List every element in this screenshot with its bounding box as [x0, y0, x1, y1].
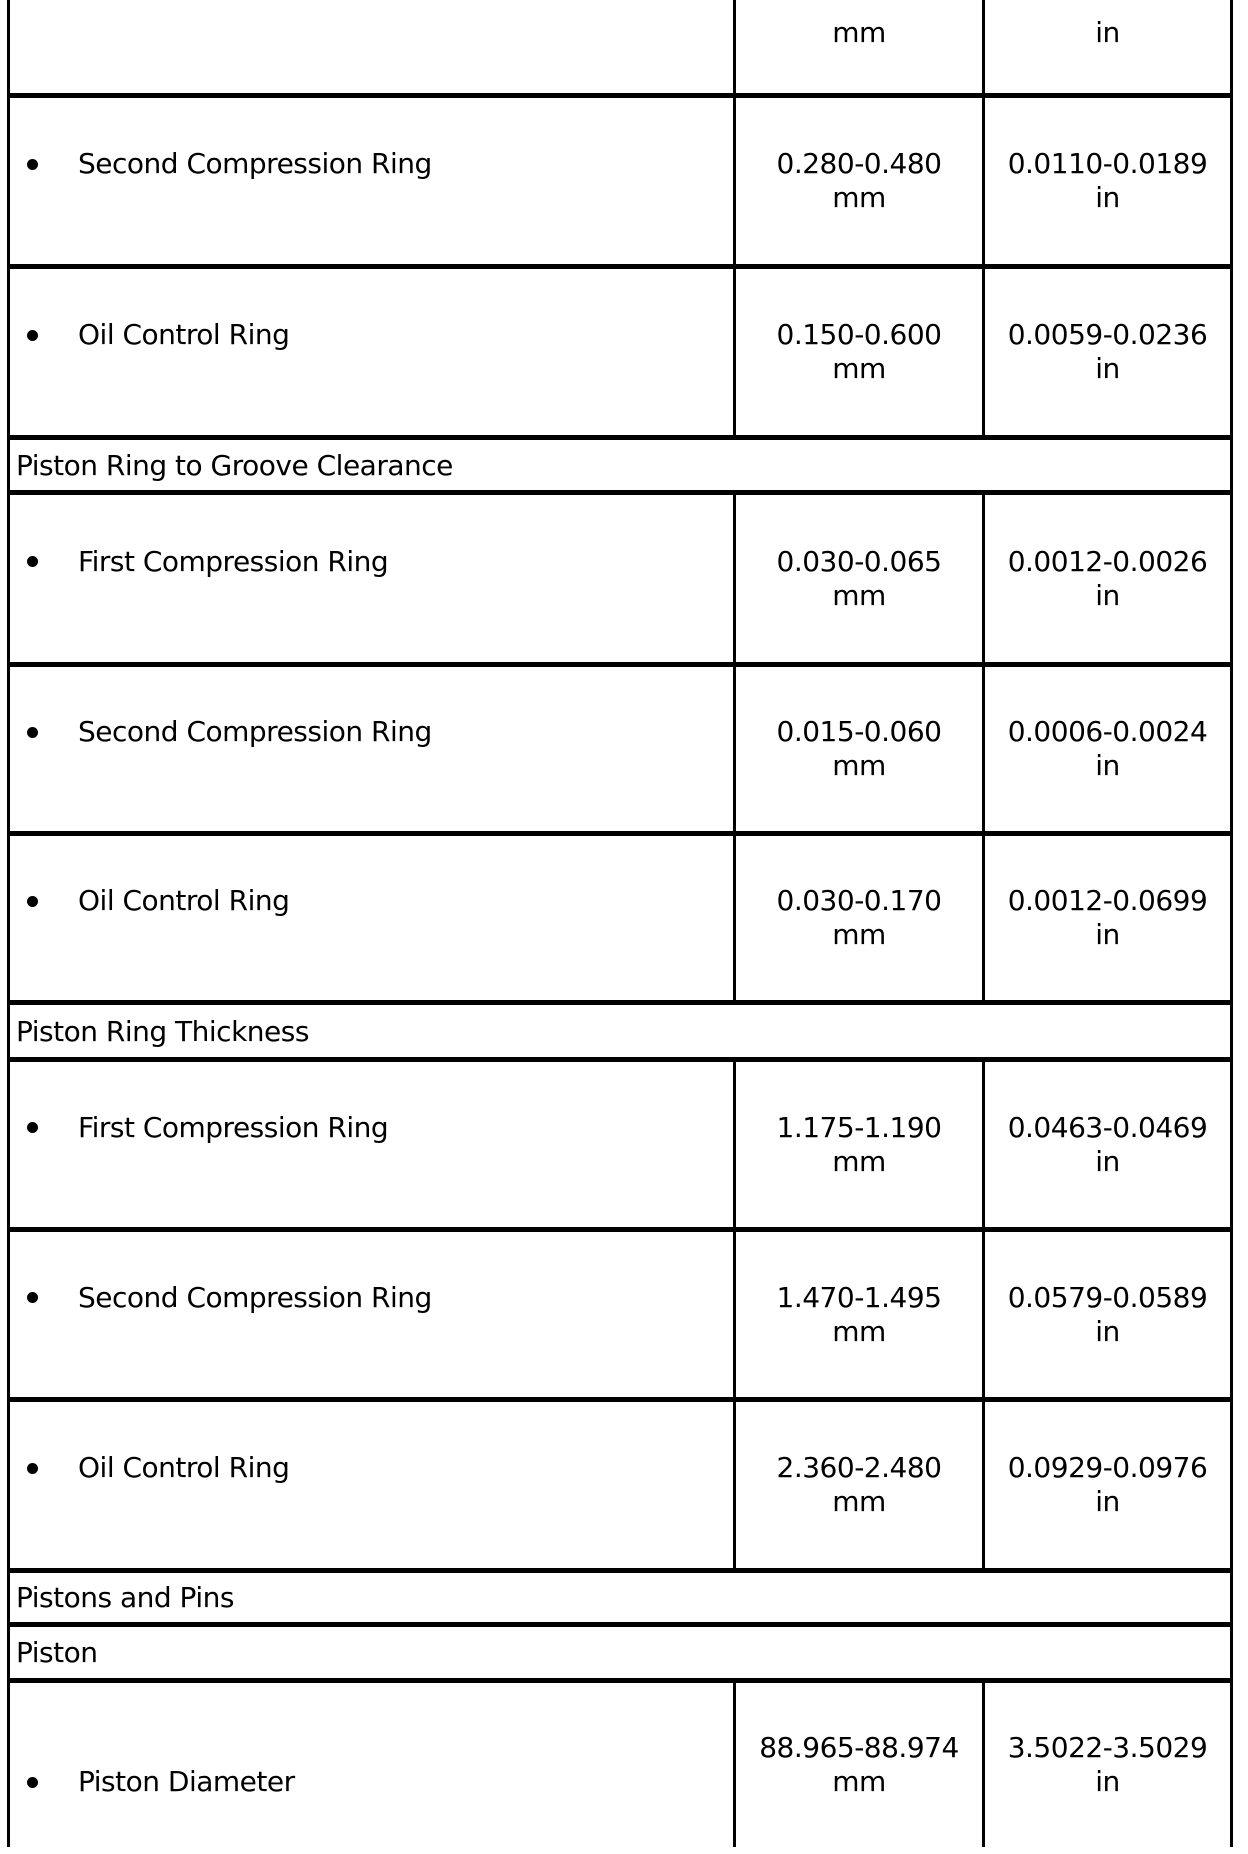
bullet-icon [27, 727, 38, 738]
metric-unit: mm [832, 918, 886, 951]
table-row [10, 836, 1230, 1005]
section-title: Pistons and Pins [16, 1581, 234, 1614]
imperial-value: 0.0059-0.0236 [1007, 318, 1208, 351]
imperial-value: 0.0579-0.0589 [1007, 1280, 1208, 1314]
section-title: Piston Ring to Groove Clearance [16, 448, 453, 482]
bullet-icon [27, 1292, 38, 1303]
metric-value-cell [736, 1683, 985, 1847]
imperial-value: 0.0012-0.0699 [1007, 884, 1208, 917]
spec-label-group [27, 545, 388, 579]
metric-value: 0.030-0.170 [776, 884, 942, 917]
section-title: Piston [16, 1636, 98, 1669]
metric-value-cell [736, 269, 985, 435]
imperial-value: 0.0463-0.0469 [1007, 1110, 1208, 1144]
bullet-icon [27, 159, 38, 170]
imperial-unit: in [1095, 1144, 1120, 1178]
spec-label: First Compression Ring [78, 1110, 389, 1144]
bullet-icon [27, 1463, 38, 1474]
metric-value: 2.360-2.480 [776, 1451, 942, 1484]
imperial-unit: in [1095, 918, 1120, 951]
spec-label: First Compression Ring [78, 544, 389, 578]
spec-label-cell [10, 667, 736, 831]
metric-unit: mm [832, 1144, 886, 1178]
spec-label: Second Compression Ring [78, 715, 432, 748]
imperial-unit: in [1095, 1314, 1120, 1348]
table-row [10, 667, 1230, 836]
empty-label-cell [10, 0, 736, 93]
section-header-row [10, 1627, 1230, 1683]
table-row [10, 269, 1230, 440]
metric-value: 0.150-0.600 [776, 318, 942, 351]
imperial-value-cell [985, 1232, 1230, 1397]
metric-value: 0.280-0.480 [776, 147, 942, 180]
table-row [10, 98, 1230, 269]
spec-label-group [27, 147, 432, 181]
metric-value-cell [736, 1402, 985, 1568]
spec-label: Piston Diameter [78, 1765, 295, 1798]
spec-label: Second Compression Ring [78, 147, 432, 180]
table-row [10, 1232, 1230, 1402]
imperial-value-cell [985, 1402, 1230, 1568]
imperial-value-cell [985, 836, 1230, 1000]
imperial-value: 0.0012-0.0026 [1007, 544, 1208, 578]
section-header-row [10, 440, 1230, 495]
metric-value-cell [736, 98, 985, 264]
spec-label-cell [10, 1402, 736, 1568]
table-row [10, 1402, 1230, 1573]
metric-value: 88.965-88.974 [759, 1731, 959, 1764]
metric-value: 0.030-0.065 [776, 544, 942, 578]
spec-label-cell [10, 1683, 736, 1847]
metric-unit-cell [736, 0, 985, 93]
metric-value-cell [736, 1062, 985, 1227]
table-row [10, 1062, 1230, 1232]
spec-label-group [27, 1451, 289, 1485]
units-row [10, 0, 1230, 98]
metric-unit: mm [832, 352, 886, 385]
spec-label-group [27, 1111, 388, 1145]
imperial-value: 3.5022-3.5029 [1007, 1731, 1208, 1764]
imperial-unit: in [1095, 181, 1120, 214]
imperial-value: 0.0110-0.0189 [1007, 147, 1208, 180]
metric-unit: mm [832, 181, 886, 214]
spec-label-group [27, 715, 432, 749]
imperial-unit: in [1095, 1765, 1120, 1798]
imperial-value-cell [985, 495, 1230, 662]
table-row [10, 1683, 1230, 1847]
imperial-value: 0.0929-0.0976 [1007, 1451, 1208, 1484]
metric-value: 1.175-1.190 [776, 1110, 942, 1144]
bullet-icon [27, 1122, 38, 1133]
spec-label-group [27, 318, 289, 352]
metric-unit: mm [832, 578, 886, 612]
metric-value: 0.015-0.060 [776, 715, 942, 748]
metric-unit: mm [832, 1485, 886, 1518]
spec-label-group [27, 1281, 432, 1315]
imperial-unit: in [1095, 16, 1120, 49]
imperial-unit: in [1095, 352, 1120, 385]
imperial-value-cell [985, 1683, 1230, 1847]
metric-unit: mm [832, 749, 886, 782]
imperial-value-cell [985, 269, 1230, 435]
spec-label-group [27, 1765, 295, 1799]
section-header-row [10, 1005, 1230, 1062]
spec-label: Oil Control Ring [78, 318, 290, 351]
bullet-icon [27, 1777, 38, 1788]
bullet-icon [27, 896, 38, 907]
spec-label: Second Compression Ring [78, 1280, 432, 1314]
metric-value-cell [736, 836, 985, 1000]
metric-value: 1.470-1.495 [776, 1280, 942, 1314]
section-title: Piston Ring Thickness [16, 1014, 309, 1048]
spec-table [7, 0, 1233, 1847]
section-header-row [10, 1573, 1230, 1627]
spec-label-cell [10, 269, 736, 435]
bullet-icon [27, 330, 38, 341]
imperial-unit: in [1095, 1485, 1120, 1518]
imperial-value-cell [985, 1062, 1230, 1227]
imperial-unit: in [1095, 578, 1120, 612]
spec-label-cell [10, 836, 736, 1000]
imperial-unit-cell [985, 0, 1230, 93]
bullet-icon [27, 556, 38, 567]
imperial-unit: in [1095, 749, 1120, 782]
spec-label-cell [10, 495, 736, 662]
imperial-value-cell [985, 667, 1230, 831]
spec-label-cell [10, 98, 736, 264]
metric-unit: mm [832, 16, 886, 49]
metric-value-cell [736, 495, 985, 662]
spec-label-group [27, 884, 289, 918]
imperial-value-cell [985, 98, 1230, 264]
imperial-value: 0.0006-0.0024 [1007, 715, 1208, 748]
metric-unit: mm [832, 1314, 886, 1348]
metric-unit: mm [832, 1765, 886, 1798]
metric-value-cell [736, 1232, 985, 1397]
metric-value-cell [736, 667, 985, 831]
table-row [10, 495, 1230, 667]
spec-label-cell [10, 1232, 736, 1397]
spec-label: Oil Control Ring [78, 1451, 290, 1484]
spec-label-cell [10, 1062, 736, 1227]
spec-label: Oil Control Ring [78, 884, 290, 917]
